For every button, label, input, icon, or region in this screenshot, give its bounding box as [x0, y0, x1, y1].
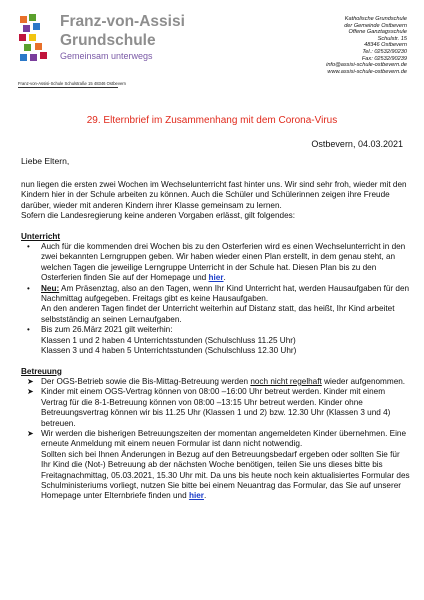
list-item: ➤ Der OGS-Betrieb sowie die Bis-Mittag-Betreuung werden noch nicht regelhaft wieder aufgenommen. [27, 376, 406, 386]
intro-paragraph-2: Sofern die Landesregierung keine anderen Vorgaben erlässt, gilt folgendes: [21, 211, 296, 221]
list-item: ➤ Wir werden die bisherigen Betreuungszeiten der momentan angemeldeten Kinder übernehmen. Eine erneute Anmeldung mit einem neuen Formular ist dann nicht notwendig. Sollten sich bei Ihnen Änderungen in Bezug auf den Betreuungsbedarf ergeben oder sollten Sie für Ihr Kind die (Not-) Betreuung ab der nächsten Woche benötigen, teilen Sie uns dieses bitte bis Freitagnachmittag, 05.03.2021, 15.30 Uhr mit. Da uns bis heute noch kein aktualisiertes Formular des Schulministeriums vorliegt, nutzen Sie bitte bei einem Neuantrag das Formular, das Sie auf unserer Homepage unter Elternbriefe finden und hier. [27, 428, 410, 501]
contact-line: Katholische Grundschule [344, 16, 407, 22]
contact-line: Offene Ganztagsschule [348, 29, 407, 36]
salutation: Liebe Eltern, [21, 156, 70, 166]
form-link[interactable]: hier [188, 491, 204, 501]
unterricht-list [21, 242, 411, 356]
section-heading-betreuung: Betreuung [21, 366, 62, 376]
letter-body [21, 180, 411, 502]
contact-line: Fax: 02532/90239 [361, 55, 407, 62]
new-label: Neu: [41, 283, 60, 293]
plan-link[interactable]: hier [208, 273, 224, 283]
school-name-line1: Franz-von-Assisi [60, 13, 185, 30]
school-tagline: Gemeinsam unterwegs [60, 51, 153, 61]
letter-title: 29. Elternbrief im Zusammenhang mit dem Corona-Virus [86, 115, 338, 126]
intro-paragraph: nun liegen die ersten zwei Wochen im Wechselunterricht fast hinter uns. Wir sind sehr froh, wieder mit den Kindern hier in der Schule arbeiten zu können. Auch die Schüler und Schülerinnen zeigen ihre Freude darüber, wieder mit anderen Kindern ihrer Klasse gemeinsam zu lernen. [21, 180, 407, 210]
list-item: • Bis zum 26.März 2021 gilt weiterhin: Klassen 1 und 2 haben 4 Unterrichtsstunden (Schulschluss 11.25 Uhr) Klassen 3 und 4 haben 5 Unterrichtsstunden (Schulschluss 12.30 Uhr) [27, 325, 297, 356]
sender-rule [18, 87, 118, 88]
sender-address-line: Franz-von-Assisi-Schule Schulstraße 15 48346 Ostbevern [18, 81, 126, 86]
letter-date: Ostbevern, 04.03.2021 [311, 139, 403, 149]
list-item: • Auch für die kommenden drei Wochen bis zu den Osterferien wird es einen Wechselunterricht in den zwei bekannten Lerngruppen geben. Wir haben wieder einen Plan erstellt, in dem genau steht, an welchen Tagen die jeweilige Lerngruppe Unterricht in der Schule hat. Diesen Plan bis zu den Osterferien finden Sie auf der Homepage und hier. [27, 242, 406, 283]
betreuung-list [21, 377, 411, 502]
school-name [60, 13, 185, 49]
school-contact-block [326, 16, 407, 75]
arrow-icon: ➤ [27, 376, 34, 386]
school-name-line2: Grundschule [60, 32, 156, 49]
list-item: • Neu: Am Präsenztag, also an den Tagen, wenn Ihr Kind Unterricht hat, werden Hausaufgaben für den Nachmittag aufgegeben. Freitags gibt es keine Hausaufgaben. An den anderen Tagen findet der Unterricht weiterhin auf Distanz statt, das heißt, Ihr Kind arbeitet selbstständig an seinen Lernaufgaben. [27, 283, 410, 324]
contact-line: 48346 Ostbevern [364, 42, 407, 49]
arrow-icon: ➤ [27, 387, 34, 397]
arrow-icon: ➤ [27, 428, 34, 438]
contact-line: Tel.: 02532/90230 [362, 48, 407, 55]
school-logo [18, 14, 56, 70]
section-heading-unterricht: Unterricht [21, 231, 61, 241]
bullet-icon: • [27, 283, 30, 293]
contact-email[interactable]: info@assisi-schule-ostbevern.de [326, 62, 407, 69]
bullet-icon: • [27, 242, 30, 252]
contact-website[interactable]: www.assisi-schule-ostbevern.de [327, 68, 407, 75]
contact-line: Schulstr. 15 [377, 35, 407, 42]
contact-line: der Gemeinde Ostbevern [344, 22, 407, 29]
bullet-icon: • [27, 325, 30, 335]
list-item: ➤ Kinder mit einem OGS-Vertrag können von 08:00 –16:00 Uhr betreut werden. Kinder mit einem Vertrag für die 8-1-Betreuung können von 08:00 –13:15 Uhr betreut werden. Kinder ohne Betreuungsvertrag können wir bis 11.25 Uhr (Klassen 1 und 2) bzw. 12.30 Uhr (Klassen 3 und 4) betreuen. [27, 387, 391, 428]
